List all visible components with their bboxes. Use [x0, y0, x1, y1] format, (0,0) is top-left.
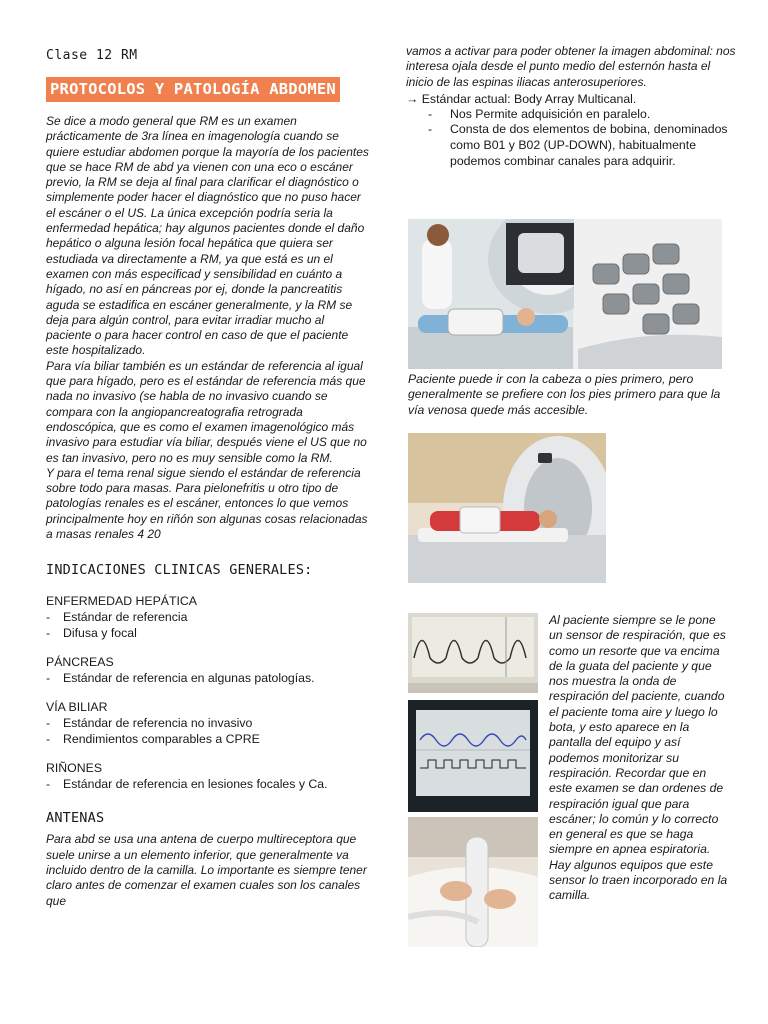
indicaciones-heading: INDICACIONES CLINICAS GENERALES: [46, 562, 313, 579]
photo-caption: Paciente puede ir con la cabeza o pies primero, pero generalmente se prefiere con los pies primero para que la vía venosa quede más accesible. [408, 372, 721, 417]
group-title: ENFERMEDAD HEPÁTICA [46, 594, 197, 609]
list-item: - Difusa y focal [46, 625, 370, 641]
indicacion-group-pancreas [46, 655, 370, 686]
class-label: Clase 12 RM [46, 48, 138, 63]
list-item: - Estándar de referencia en lesiones focales y Ca. [46, 776, 370, 792]
page-title: PROTOCOLOS Y PATOLOGÍA ABDOMEN [46, 77, 340, 102]
list-item: - Estándar de referencia no invasivo [46, 715, 370, 731]
antenas-heading: ANTENAS [46, 810, 105, 827]
group-title: VÍA BILIAR [46, 700, 108, 715]
antenas-paragraph: Para abd se usa una antena de cuerpo multireceptora que suele unirse a un elemento inferior, que generalmente va incluido dentro de la camilla. Lo importante es siempre tener claro antes de comenzar el examen cuales son los canales que [46, 832, 367, 908]
patient-scanner-photo [408, 433, 606, 583]
left-column [46, 44, 370, 909]
coil-photo [408, 219, 722, 369]
group-title: PÁNCREAS [46, 655, 114, 670]
arrow-item: → Estándar actual: Body Array Multicanal. [406, 91, 637, 106]
indicacion-group-rinones [46, 761, 370, 792]
list-item: - Rendimientos comparables a CPRE [46, 731, 370, 747]
sub-item: - Consta de dos elementos de bobina, denominados como B01 y B02 (UP-DOWN), habitualmente podemos combinar canales para adquirir. [406, 122, 736, 169]
continuation-paragraph: vamos a activar para poder obtener la imagen abdominal: nos interesa ojala desde el punto medio del esternón hasta el inicio de las espinas iliacas anterosuperiores. [406, 44, 736, 89]
right-column [406, 44, 736, 169]
sub-item: - Nos Permite adquisición en paralelo. [406, 107, 736, 123]
intro-paragraph-1: Se dice a modo general que RM es un examen prácticamente de 3ra línea en imagenología cuando se quiere estudiar abdomen porque la mayoría de los pacientes que se hace RM de abd ya vienen con una eco o escáner previo, la RM se deja al final para clarificar el diagnóstico o simplemente poder hacer el diagnóstico que no puso hacer el escáner o el US. La única excepción podría seria la enfermedad hepática; hay algunos pacientes donde el daño hepático o alguna lesión focal hepática que quiera ser estudiada va directamente a RM, ya que está es un el examen con más especificad y sensibilidad en cuánto a hígado, no así en páncreas por ej, donde la pancreatitis aguda se estadifica en escáner generalmente, y la RM se deja para algún control, para evitar irradiar mucho al paciente o para hacer control en caso de que el paciente este hospitalizado. [46, 114, 369, 358]
respiration-screen-photo [408, 700, 538, 812]
indicacion-group-hepatica [46, 594, 370, 641]
respiration-monitor-photo [408, 613, 538, 693]
intro-paragraph-2: Para vía biliar también es un estándar de referencia al igual que para hígado, pero es el estándar de referencia más que nada no invasivo (se habla de no invasivo cuando se compara con la angiopancreatografia retrograda endoscópica, que es como el examen imagenológico más invasivo para estudiar vía biliar, después viene el US que no es tan invasivo, pero no es muy sensible como la RM. [46, 358, 367, 465]
respiration-sensor-photo [408, 817, 538, 947]
list-item: - Estándar de referencia en algunas patologías. [46, 670, 370, 686]
list-item: - Estándar de referencia [46, 609, 370, 625]
intro-paragraph-3: Y para el tema renal sigue siendo el estándar de referencia sobre todo para masas. Para pielonefritis u otro tipo de patologías renales es el escáner, entonces lo que vemos principalmente hoy en riñón son algunas cosas relacionadas a masas renales 4 20 [46, 465, 368, 542]
indicacion-group-via-biliar [46, 700, 370, 747]
group-title: RIÑONES [46, 761, 103, 776]
respiration-sensor-text: Al paciente siempre se le pone un sensor de respiración, que es como un resorte que va encima de la guata del paciente y que nos muestra la onda de respiración del paciente, cuando el paciente toma aire y luego lo bota, y esto aparece en la pantalla del equipo y así podemos monitorizar su respiración. Recordar que en este examen se dan ordenes de respiración igual que para escáner; lo común y lo correcto en general es que se haga siempre en apnea espiratoria. Hay algunos equipos que este sensor lo traen incorporado en la camilla. [549, 613, 728, 903]
